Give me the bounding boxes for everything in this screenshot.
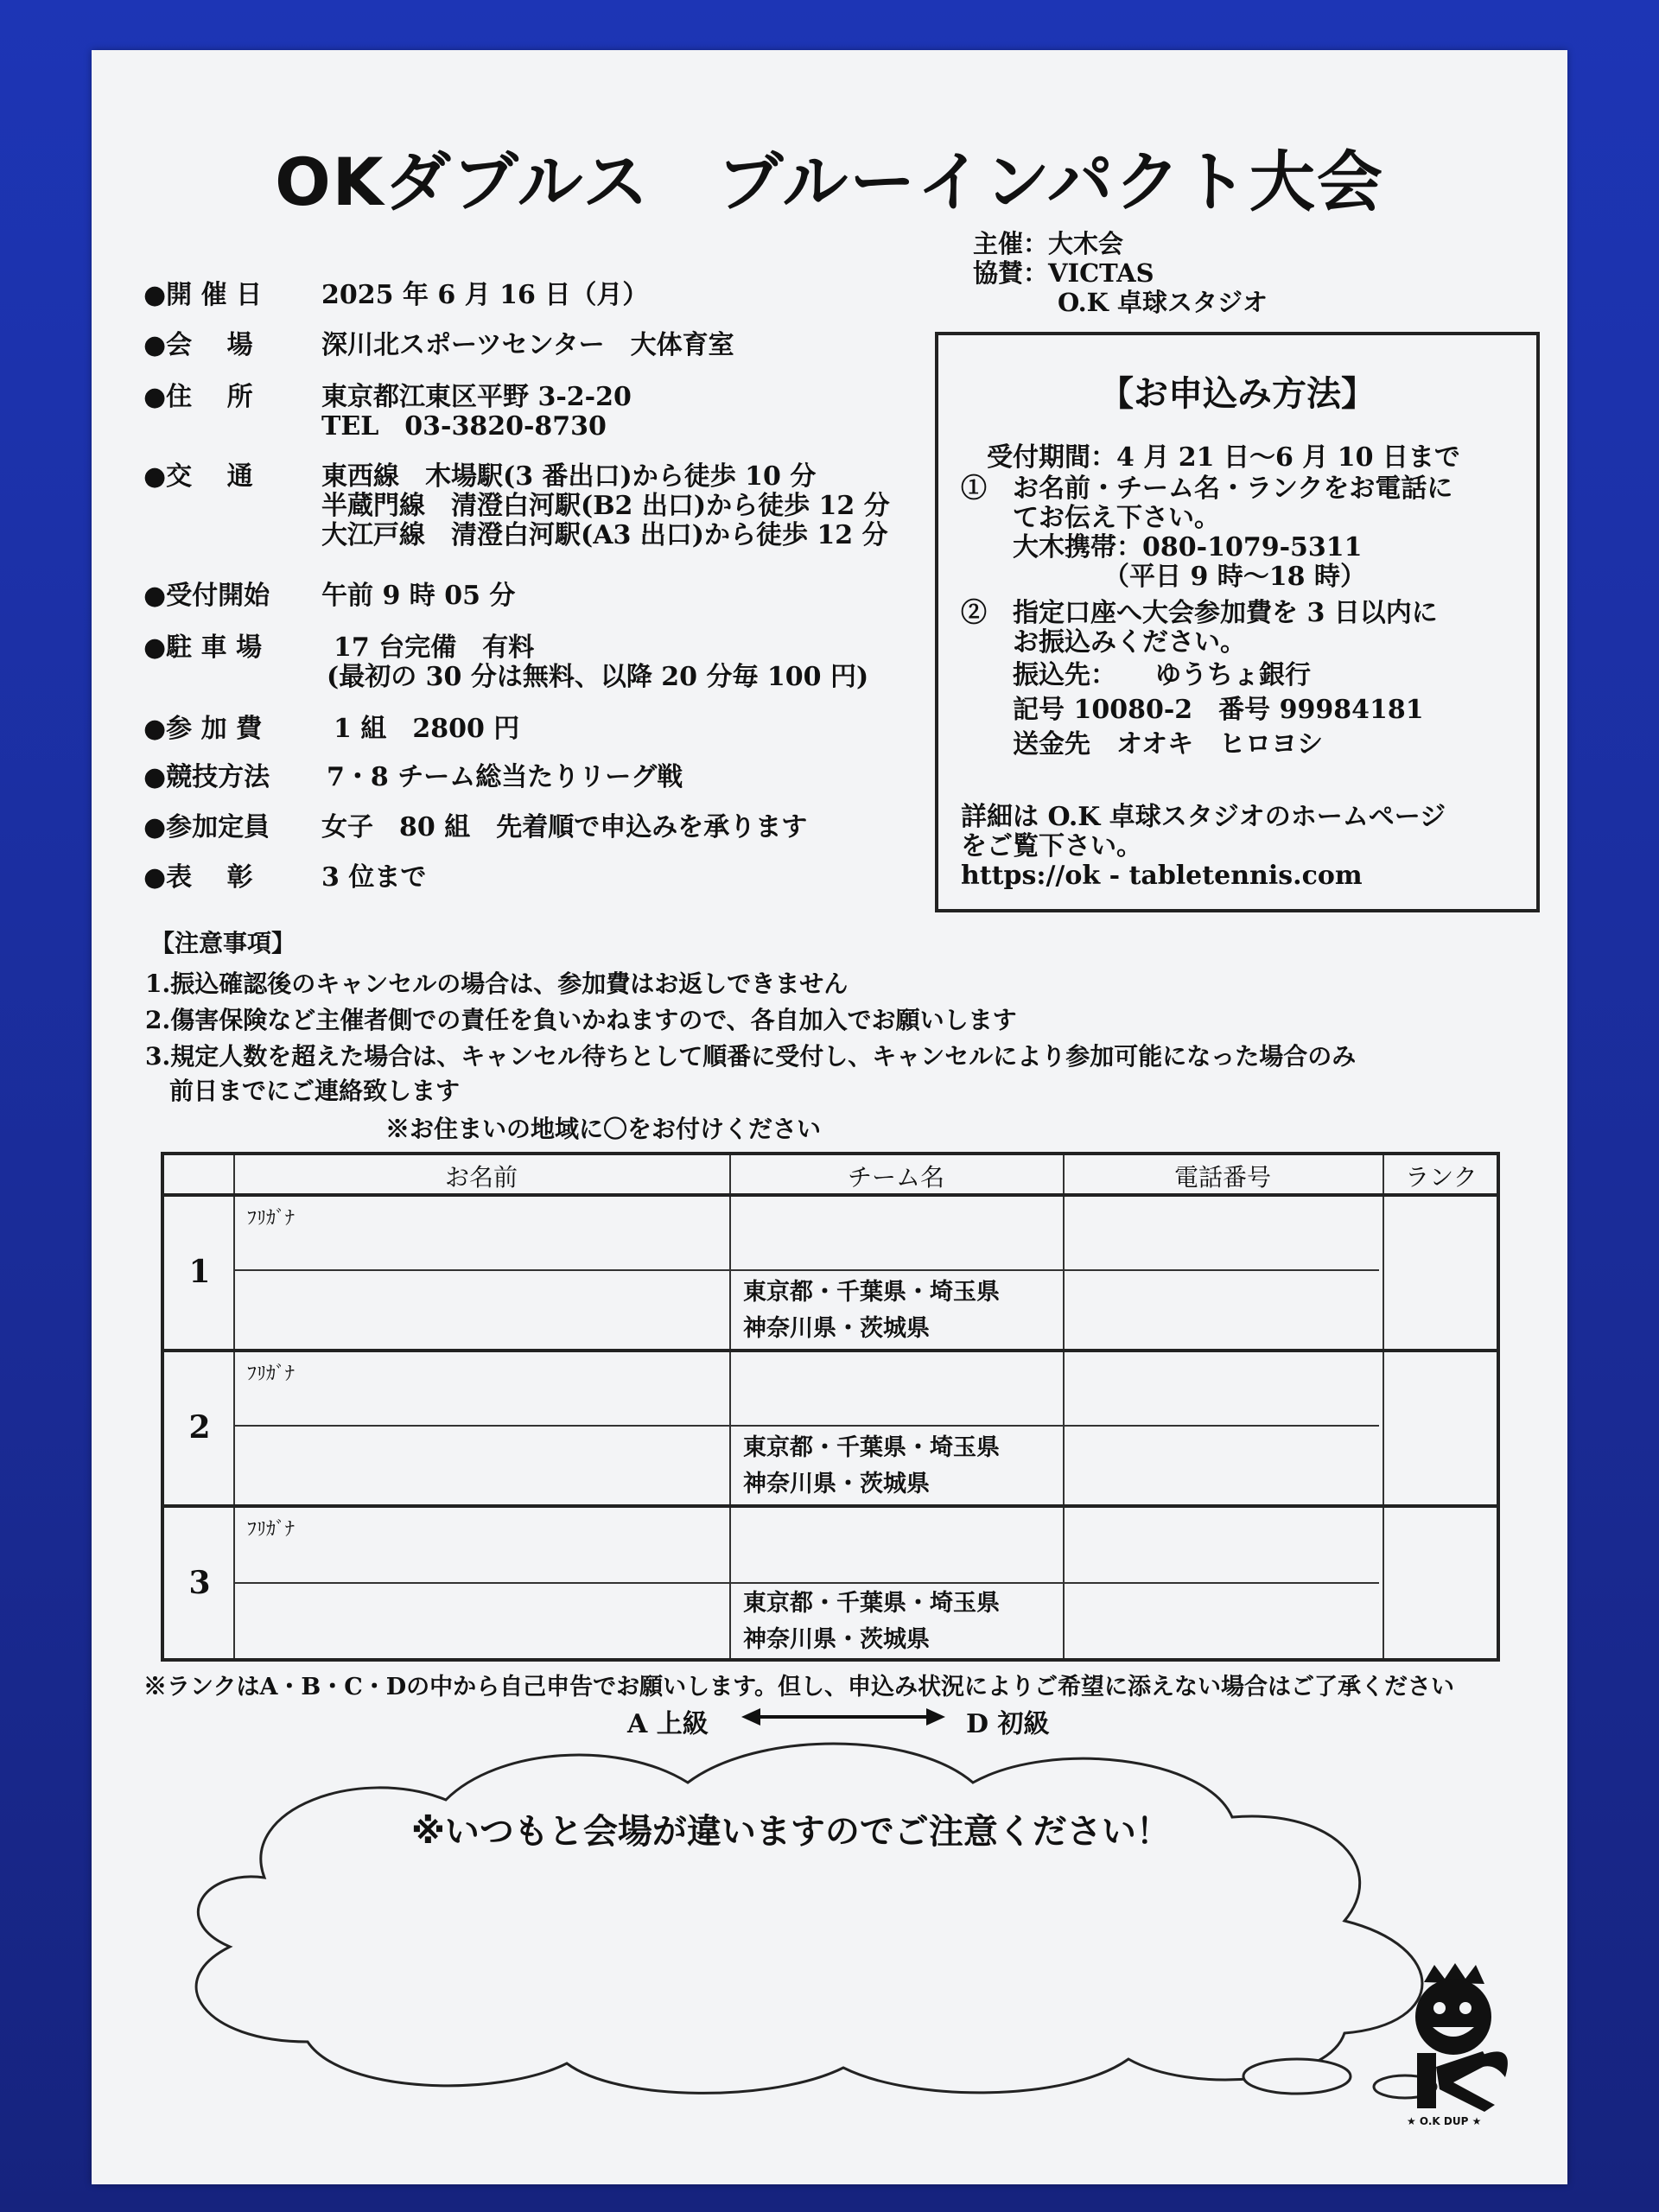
info-venue [143, 330, 921, 361]
prefecture-options: 神奈川県・茨城県 [743, 1315, 930, 1342]
info-access-3 [143, 520, 973, 551]
application-line: 受付期間：4 月 21 日～6 月 10 日まで [987, 442, 1460, 473]
organizer-sponsor-2: O.K 卓球スタジオ [1058, 288, 1268, 317]
info-label: ●会 場 [143, 330, 253, 360]
row-subdivider [233, 1425, 1379, 1427]
venue-warning: ※いつもと会場が違いますのでご注意ください！ [411, 1812, 1171, 1852]
application-url: https://ok - tabletennis.com [961, 861, 1363, 891]
info-value: 東京都江東区平野 3-2-20 [321, 382, 632, 412]
info-value: 深川北スポーツセンター 大体育室 [321, 330, 734, 360]
application-line: お振込みください。 [961, 627, 1246, 658]
organizer-host: 主催：大木会 [973, 229, 1124, 258]
row-subdivider [233, 1269, 1379, 1271]
registration-table [161, 1152, 1500, 1662]
application-line: ② 指定口座へ大会参加費を 3 日以内に [961, 598, 1438, 628]
application-line: をご覧下さい。 [961, 831, 1142, 861]
info-label: ●競技方法 [143, 762, 270, 792]
info-value: 1 組 2800 円 [334, 714, 520, 744]
info-label: ●受付開始 [143, 581, 270, 611]
furigana-label: ﾌﾘｶﾞﾅ [247, 1208, 296, 1230]
double-arrow-icon [740, 1704, 947, 1730]
header-team: チーム名 [847, 1163, 944, 1192]
row-number: 2 [188, 1409, 211, 1446]
row-divider [164, 1193, 1497, 1197]
info-label: ●表 彰 [143, 862, 253, 893]
notes-title: 【注意事項】 [150, 929, 296, 957]
application-line: てお伝え下さい。 [961, 503, 1220, 533]
prefecture-options: 神奈川県・茨城県 [743, 1626, 930, 1653]
note-item: 2.傷害保険など主催者側での責任を負いかねますので、各自加入でお願いします [145, 1006, 1017, 1034]
info-value: 午前 9 時 05 分 [321, 581, 516, 611]
furigana-label: ﾌﾘｶﾞﾅ [247, 1519, 296, 1541]
note-item: 1.振込確認後のキャンセルの場合は、参加費はお返しできません [145, 969, 849, 998]
info-format [143, 762, 921, 793]
info-parking-note [143, 662, 973, 693]
application-line: 大木携帯：080-1079-5311 [961, 532, 1363, 563]
row-divider [164, 1504, 1497, 1508]
info-label: ●駐 車 場 [143, 632, 263, 663]
info-label: ●参 加 費 [143, 714, 263, 744]
info-value: TEL 03-3820-8730 [321, 411, 607, 442]
info-value: 女子 80 組 先着順で申込みを承ります [321, 812, 808, 842]
info-awards [143, 862, 921, 893]
page-title: OKダブルス ブルーインパクト大会 [275, 143, 1384, 220]
info-fee [143, 714, 921, 745]
application-line: 記号 10080-2 番号 99984181 [961, 695, 1424, 725]
row-number: 3 [188, 1565, 211, 1601]
info-value: 17 台完備 有料 [334, 632, 535, 663]
organizer-sponsor: 協賛：VICTAS [973, 258, 1154, 288]
info-value: 大江戸線 清澄白河駅(A3 出口)から徒歩 12 分 [321, 520, 888, 550]
info-value: 東西線 木場駅(3 番出口)から徒歩 10 分 [321, 461, 817, 492]
info-label: ●開 催 日 [143, 280, 263, 310]
prefecture-options: 東京都・千葉県・埼玉県 [743, 1590, 1000, 1617]
application-line: 詳細は O.K 卓球スタジオのホームページ [961, 802, 1446, 832]
info-label: ●交 通 [143, 461, 253, 492]
note-item: 3.規定人数を超えた場合は、キャンセル待ちとして順番に受付し、キャンセルにより参加可能になった場合のみ [145, 1042, 1357, 1071]
info-value: 半蔵門線 清澄白河駅(B2 出口)から徒歩 12 分 [321, 491, 890, 521]
prefecture-options: 東京都・千葉県・埼玉県 [743, 1434, 1000, 1461]
rank-scale-low: D 初級 [966, 1709, 1050, 1739]
info-address [143, 382, 921, 413]
application-line: （平日 9 時～18 時） [961, 562, 1366, 592]
info-value: 3 位まで [321, 862, 427, 893]
mascot-logo-icon [1388, 1960, 1517, 2133]
info-label: ●参加定員 [143, 812, 270, 842]
info-access-2 [143, 491, 973, 522]
prefecture-options: 神奈川県・茨城県 [743, 1471, 930, 1497]
rank-scale-high: A 上級 [627, 1709, 709, 1739]
info-reception [143, 581, 921, 612]
region-note: ※お住まいの地域に〇をお付けください [385, 1115, 822, 1143]
header-phone: 電話番号 [1173, 1163, 1271, 1192]
application-line: 振込先： ゆうちょ銀行 [961, 660, 1311, 690]
application-box [935, 332, 1540, 912]
info-parking [143, 632, 921, 664]
info-date [143, 280, 921, 311]
prefecture-options: 東京都・千葉県・埼玉県 [743, 1279, 1000, 1306]
row-subdivider [233, 1582, 1379, 1584]
flyer-sheet [92, 50, 1567, 2184]
info-label: ●住 所 [143, 382, 253, 412]
application-line: ① お名前・チーム名・ランクをお電話に [961, 474, 1453, 504]
info-capacity [143, 812, 973, 843]
header-name: お名前 [444, 1163, 518, 1192]
note-item: 前日までにご連絡致します [145, 1077, 461, 1105]
row-divider [164, 1349, 1497, 1352]
info-value: 2025 年 6 月 16 日（月） [321, 280, 649, 310]
info-value: 7・8 チーム総当たりリーグ戦 [327, 762, 683, 792]
info-tel [143, 411, 921, 442]
rank-footnote: ※ランクはA・B・C・Dの中から自己申告でお願いします。但し、申込み状況によりご希望に添えない場合はご了承ください [143, 1674, 1454, 1700]
row-number: 1 [188, 1254, 211, 1290]
application-title: 【お申込み方法】 [1099, 373, 1376, 414]
table-col-divider [1382, 1155, 1384, 1658]
furigana-label: ﾌﾘｶﾞﾅ [247, 1363, 296, 1385]
cloud-shape-icon [135, 1731, 1483, 2102]
header-rank: ランク [1405, 1163, 1478, 1192]
info-access-1 [143, 461, 973, 493]
application-line: 送金先 オオキ ヒロヨシ [961, 729, 1324, 760]
info-value: (最初の 30 分は無料、以降 20 分毎 100 円) [327, 662, 869, 692]
logo-text: ★ O.K DUP ★ [1407, 2115, 1482, 2127]
